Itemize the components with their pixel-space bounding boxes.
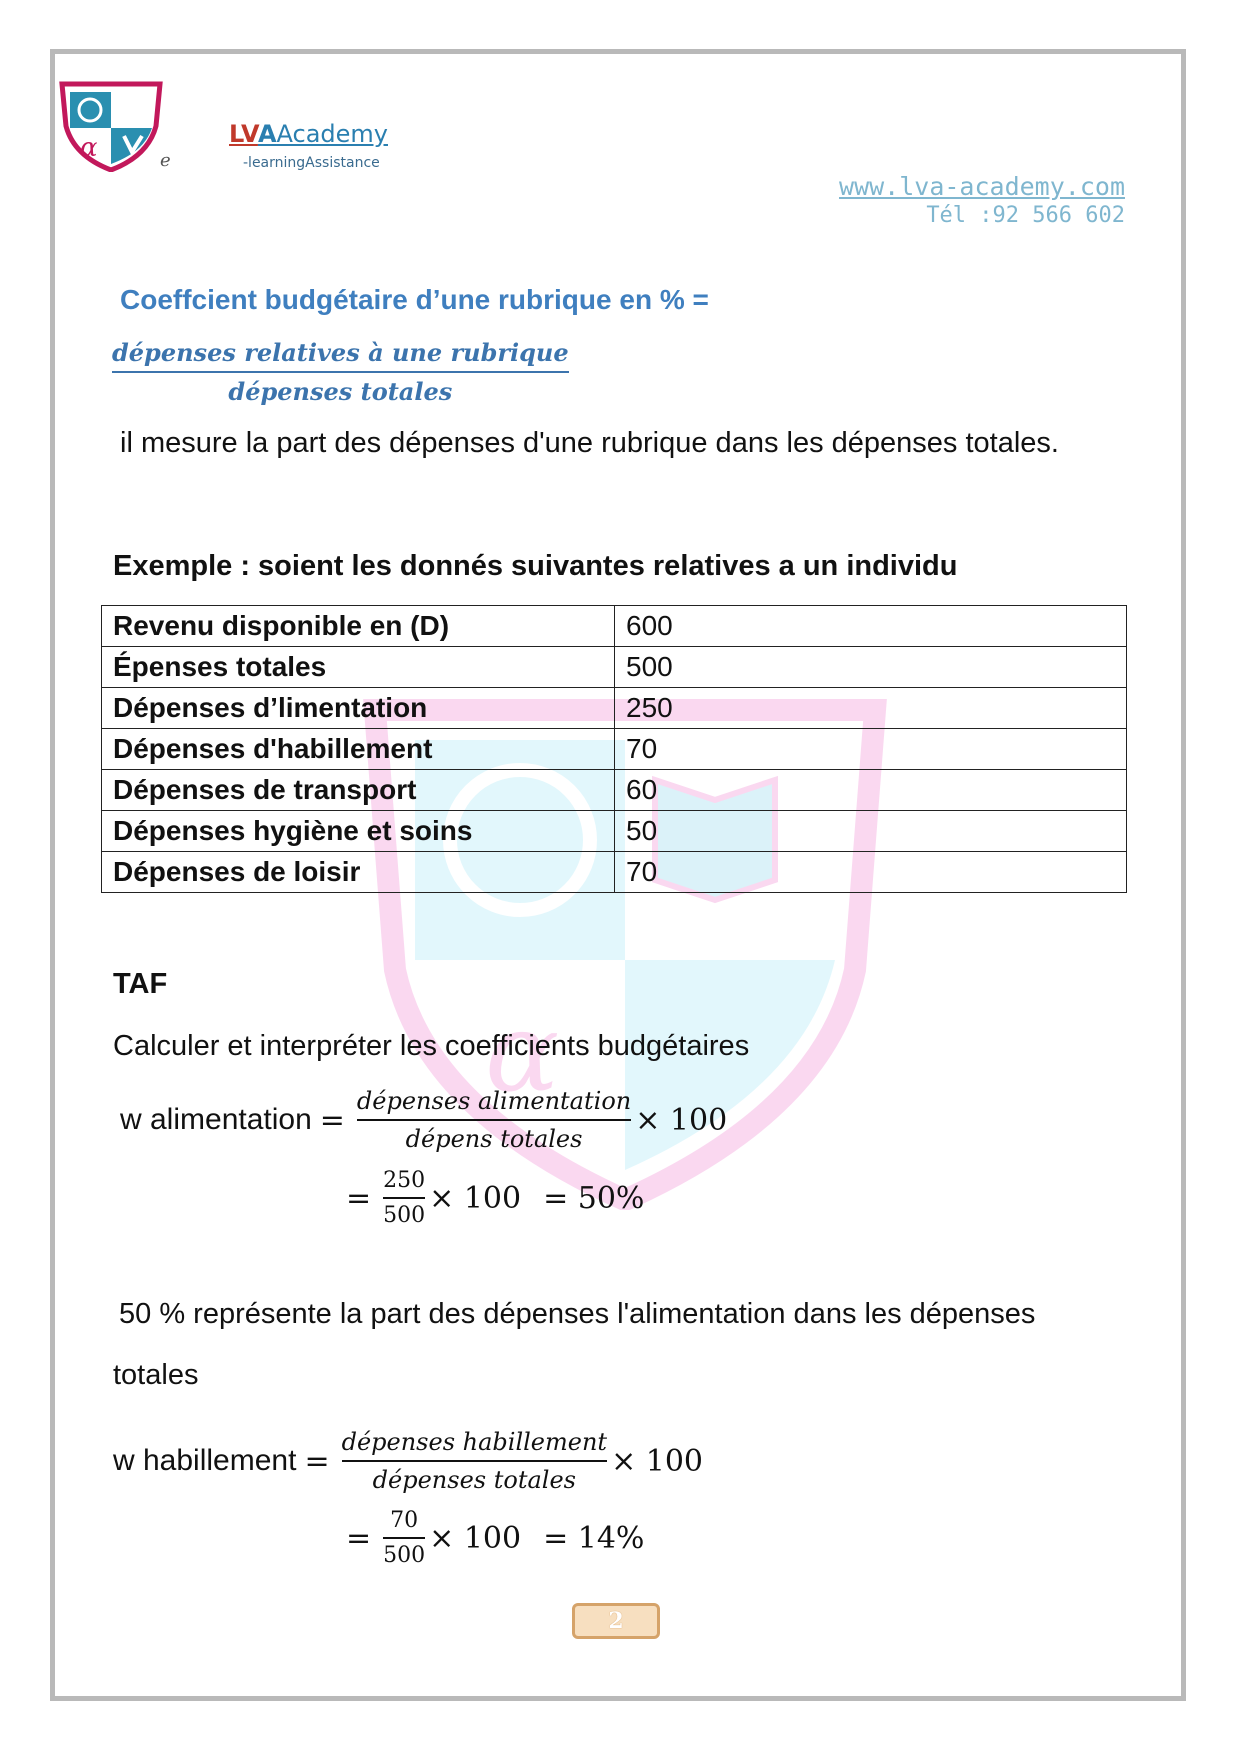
brand-subtitle: -learningAssistance [243, 155, 380, 171]
brand-academy: Academy [276, 120, 388, 148]
formula-fraction [342, 1428, 607, 1494]
fraction-bar [357, 1119, 631, 1121]
row-label: Dépenses de transport [102, 770, 615, 811]
definition-numerator: dépenses relatives à une rubrique [112, 338, 569, 367]
formula-habillement [113, 1428, 703, 1494]
brand-name [229, 120, 388, 148]
fraction-denominator: 500 [383, 1203, 426, 1228]
logo-letter: e [160, 150, 171, 171]
table-row [102, 606, 1127, 647]
times-hundred: × 100 [429, 1520, 522, 1556]
row-value: 50 [615, 811, 1127, 852]
table-row [102, 688, 1127, 729]
row-value: 60 [615, 770, 1127, 811]
formula-fraction [357, 1087, 631, 1153]
interpretation-line: 50 % représente la part des dépenses l'alimentation dans les dépenses [119, 1298, 1036, 1330]
equals-sign: = [346, 1520, 372, 1556]
row-label: Revenu disponible en (D) [102, 606, 615, 647]
fraction-bar [383, 1537, 425, 1539]
row-label: Dépenses d'habillement [102, 729, 615, 770]
value-fraction [383, 1168, 425, 1228]
row-value: 500 [615, 647, 1127, 688]
row-label: Dépenses hygiène et soins [102, 811, 615, 852]
contact-block [839, 172, 1125, 228]
svg-text:α: α [485, 988, 560, 1116]
result-value: = 50% [543, 1180, 645, 1216]
fraction-denominator: dépenses totales [372, 1466, 576, 1494]
fraction-bar [112, 371, 569, 373]
calculation-habillement [338, 1508, 644, 1568]
times-hundred: × 100 [429, 1180, 522, 1216]
fraction-bar [342, 1460, 607, 1462]
equals-sign: = [346, 1180, 372, 1216]
fraction-numerator: 250 [383, 1168, 426, 1193]
academy-logo-icon [58, 80, 164, 172]
fraction-numerator: dépenses habillement [341, 1428, 608, 1456]
equals-sign: = [304, 1443, 330, 1479]
definition-explanation: il mesure la part des dépenses d'une rubrique dans les dépenses totales. [120, 427, 1059, 459]
fraction-numerator: 70 [390, 1508, 419, 1533]
fraction-numerator: dépenses alimentation [356, 1087, 632, 1115]
value-fraction [383, 1508, 425, 1568]
example-title: Exemple : soient les donnés suivantes relatives a un individu [113, 550, 958, 582]
row-value: 250 [615, 688, 1127, 729]
row-value: 70 [615, 729, 1127, 770]
table-row [102, 852, 1127, 893]
times-hundred: × 100 [611, 1443, 703, 1479]
taf-title: TAF [113, 968, 168, 1000]
brand-lv: LV [229, 120, 258, 148]
definition-heading: Coeffcient budgétaire d’une rubrique en % = [120, 284, 709, 315]
page-number-badge: 2 [572, 1603, 660, 1639]
row-label: Dépenses d’limentation [102, 688, 615, 729]
row-value: 600 [615, 606, 1127, 647]
fraction-denominator: 500 [383, 1543, 426, 1568]
fraction-bar [383, 1197, 425, 1199]
brand-a: A [257, 120, 277, 148]
times-hundred: × 100 [635, 1102, 728, 1138]
calculation-alimentation [338, 1168, 644, 1228]
formula-label: w alimentation [120, 1103, 312, 1136]
table-row [102, 811, 1127, 852]
fraction-denominator: dépens totales [405, 1125, 583, 1153]
table-row [102, 647, 1127, 688]
taf-instruction: Calculer et interpréter les coefficients budgétaires [113, 1030, 750, 1062]
table-row [102, 770, 1127, 811]
row-value: 70 [615, 852, 1127, 893]
website-link[interactable]: www.lva-academy.com [839, 172, 1125, 201]
svg-text:α: α [80, 133, 98, 163]
definition-formula [112, 338, 569, 406]
definition-denominator: dépenses totales [228, 377, 453, 406]
row-label: Épenses totales [102, 647, 615, 688]
result-value: = 14% [543, 1520, 645, 1556]
formula-label: w habillement [113, 1444, 297, 1477]
interpretation-line-2: totales [113, 1359, 199, 1391]
table-row [102, 729, 1127, 770]
expenses-table [101, 605, 1127, 893]
equals-sign: = [319, 1102, 345, 1138]
formula-alimentation [120, 1087, 727, 1153]
row-label: Dépenses de loisir [102, 852, 615, 893]
phone-number: Tél :92 566 602 [926, 203, 1125, 228]
